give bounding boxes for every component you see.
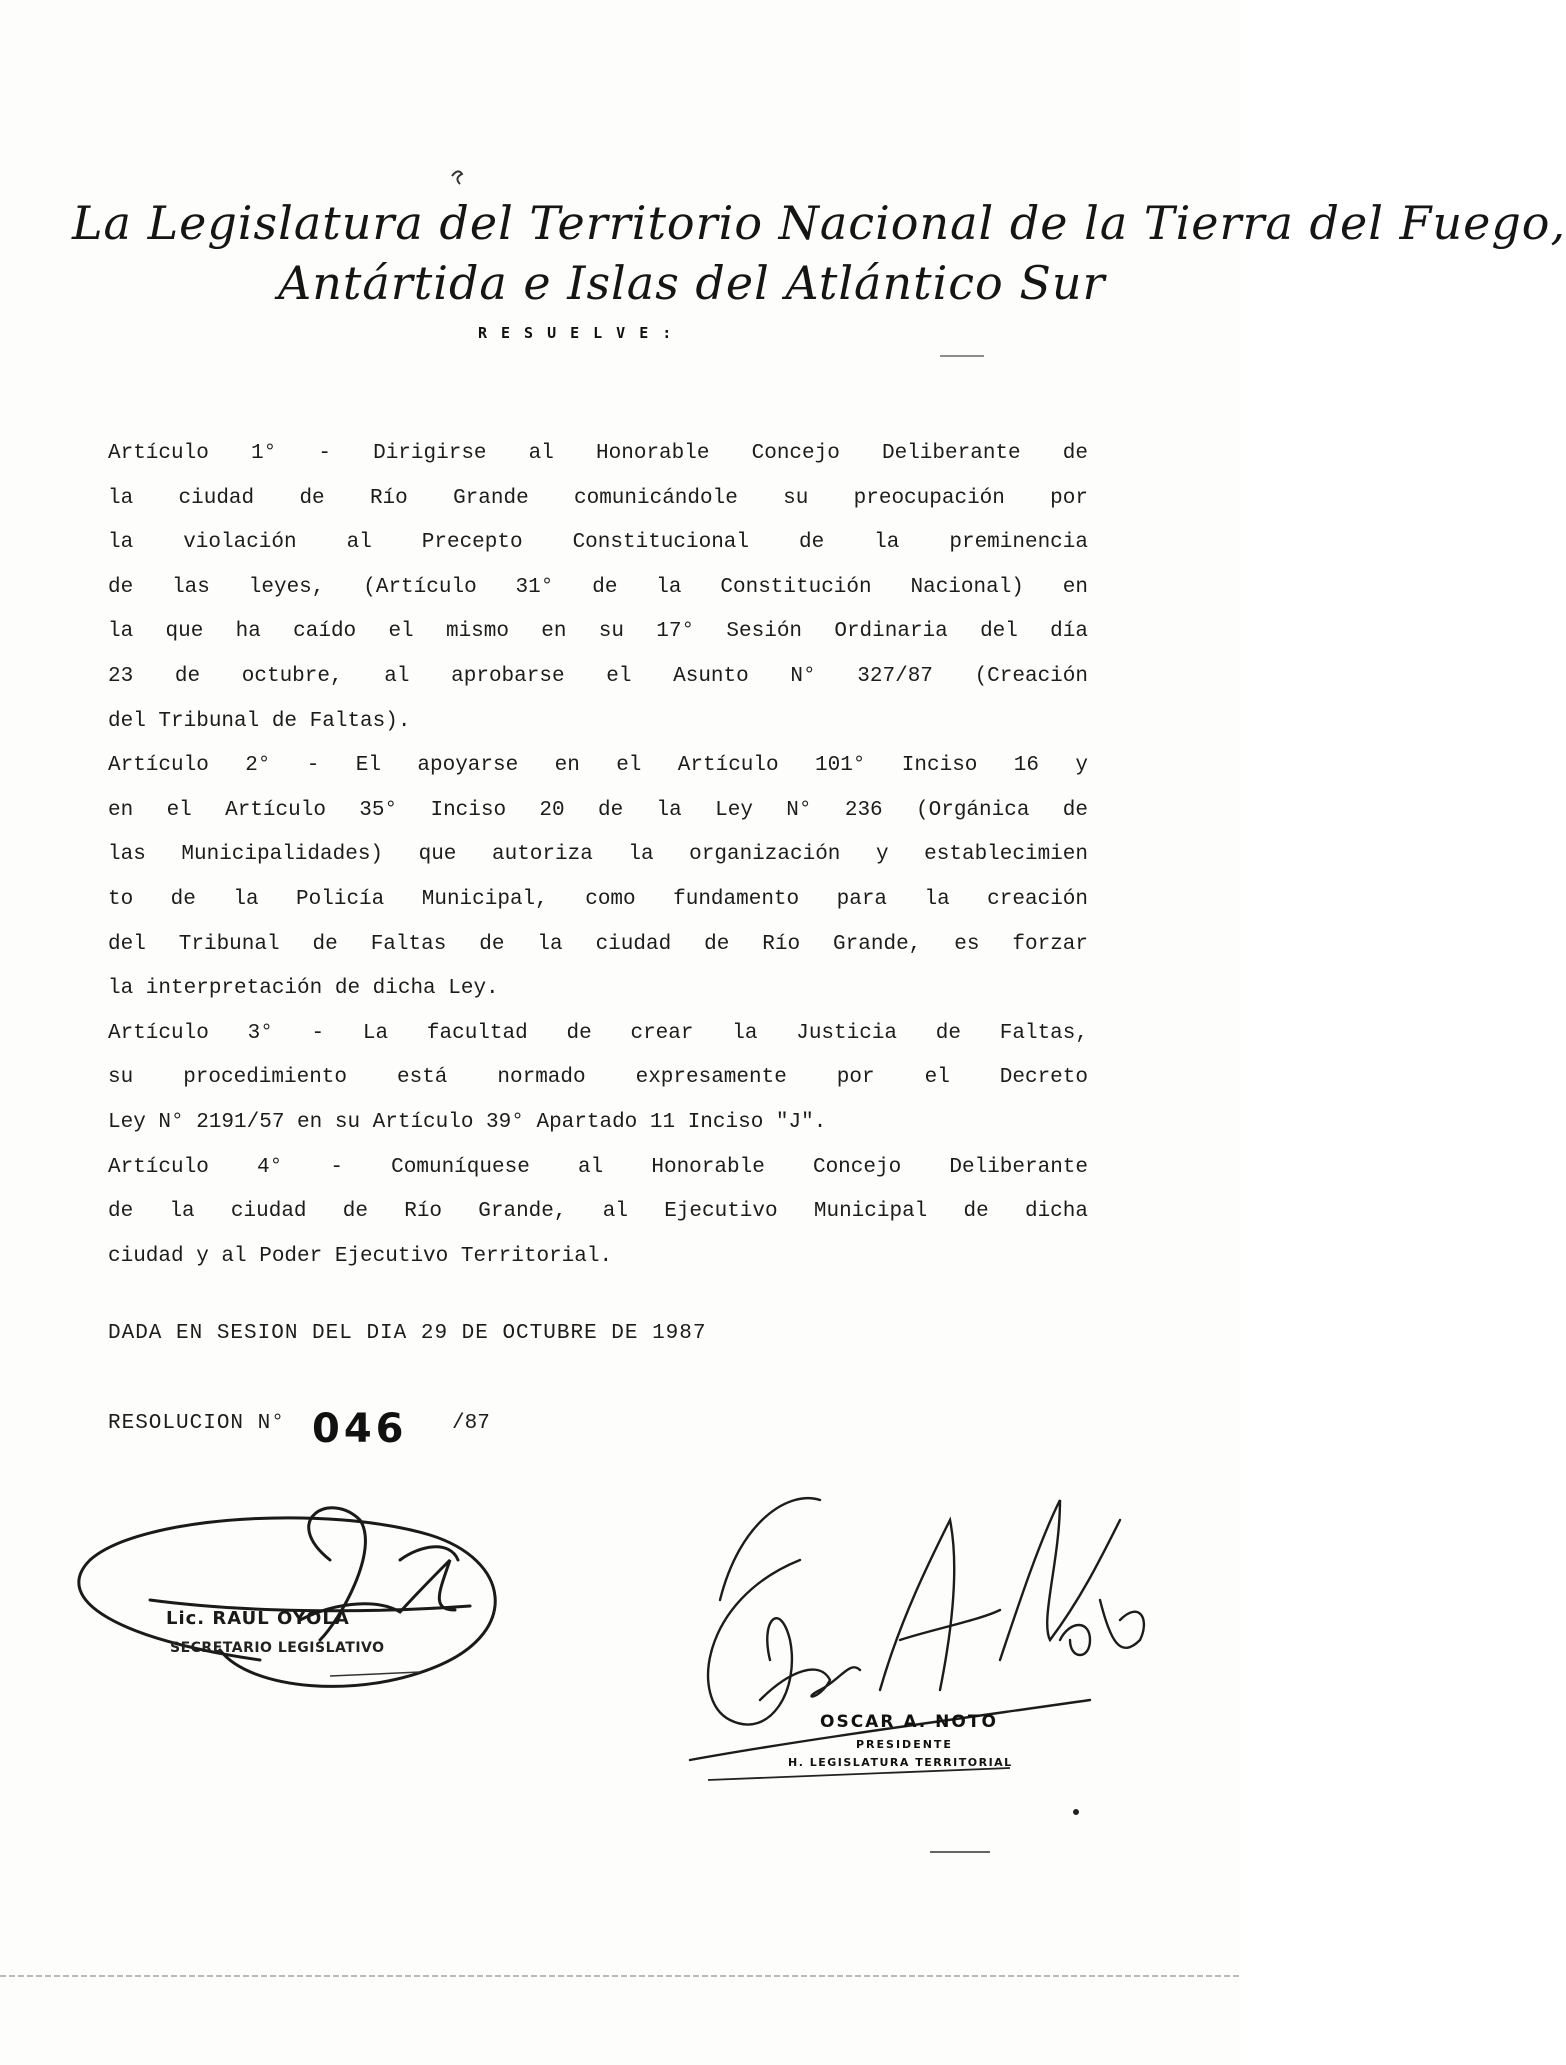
body-line: to de la Policía Municipal, como fundamento para la creación bbox=[108, 887, 1088, 911]
scan-dot bbox=[1073, 1809, 1079, 1815]
body-line: Artículo 1° - Dirigirse al Honorable Concejo Deliberante de bbox=[108, 442, 1088, 465]
right-signature-line bbox=[708, 1768, 1010, 1780]
header-line-1: La Legislatura del Territorio Nacional de la Tierra del Fuego, bbox=[72, 196, 1566, 250]
body-line: Artículo 4° - Comuníquese al Honorable Concejo Deliberante bbox=[108, 1155, 1088, 1179]
body-line: Artículo 3° - La facultad de crear la Justicia de Faltas, bbox=[108, 1021, 1088, 1045]
body-line: las Municipalidades) que autoriza la organización y establecimien bbox=[108, 843, 1088, 867]
body-line: la interpretación de dicha Ley. bbox=[108, 977, 499, 1001]
body-line: la ciudad de Río Grande comunicándole su preocupación por bbox=[108, 486, 1088, 510]
session-date: DADA EN SESION DEL DIA 29 DE OCTUBRE DE 1987 bbox=[108, 1322, 707, 1345]
body-line: 23 de octubre, al aprobarse el Asunto N° 327/87 (Creación bbox=[108, 664, 1088, 688]
body-line: Ley N° 2191/57 en su Artículo 39° Apartado 11 Inciso "J". bbox=[108, 1110, 827, 1134]
resolution-number: 046 bbox=[312, 1406, 408, 1452]
body-line: del Tribunal de Faltas). bbox=[108, 709, 411, 733]
body-line: Artículo 2° - El apoyarse en el Artículo 101° Inciso 16 y bbox=[108, 754, 1088, 778]
body-line: la que ha caído el mismo en su 17° Sesión Ordinaria del día bbox=[108, 620, 1088, 644]
body-line: de las leyes, (Artículo 31° de la Constitución Nacional) en bbox=[108, 575, 1088, 599]
left-signatory-name: Lic. RAUL OYOLA bbox=[166, 1608, 350, 1629]
body-line: ciudad y al Poder Ejecutivo Territorial. bbox=[108, 1244, 613, 1268]
resuelve-heading: RESUELVE: bbox=[478, 324, 686, 342]
right-signatory-title: PRESIDENTE bbox=[856, 1738, 953, 1751]
body-line: la violación al Precepto Constitucional de la preminencia bbox=[108, 531, 1088, 555]
right-signatory-name: OSCAR A. NOTO bbox=[820, 1712, 998, 1732]
header-line-2: Antártida e Islas del Atlántico Sur bbox=[278, 256, 1106, 310]
body-line: su procedimiento está normado expresamente por el Decreto bbox=[108, 1066, 1088, 1090]
scan-mark bbox=[452, 171, 462, 184]
body-line: del Tribunal de Faltas de la ciudad de Río Grande, es forzar bbox=[108, 932, 1088, 956]
body-line: de la ciudad de Río Grande, al Ejecutivo Municipal de dicha bbox=[108, 1200, 1088, 1224]
body-line: en el Artículo 35° Inciso 20 de la Ley N° 236 (Orgánica de bbox=[108, 798, 1088, 822]
resolution-year: /87 bbox=[452, 1412, 490, 1435]
left-signature bbox=[79, 1508, 495, 1687]
resolution-label: RESOLUCION N° bbox=[108, 1412, 285, 1435]
left-signatory-title: SECRETARIO LEGISLATIVO bbox=[170, 1640, 385, 1656]
right-signatory-org: H. LEGISLATURA TERRITORIAL bbox=[788, 1756, 1013, 1769]
